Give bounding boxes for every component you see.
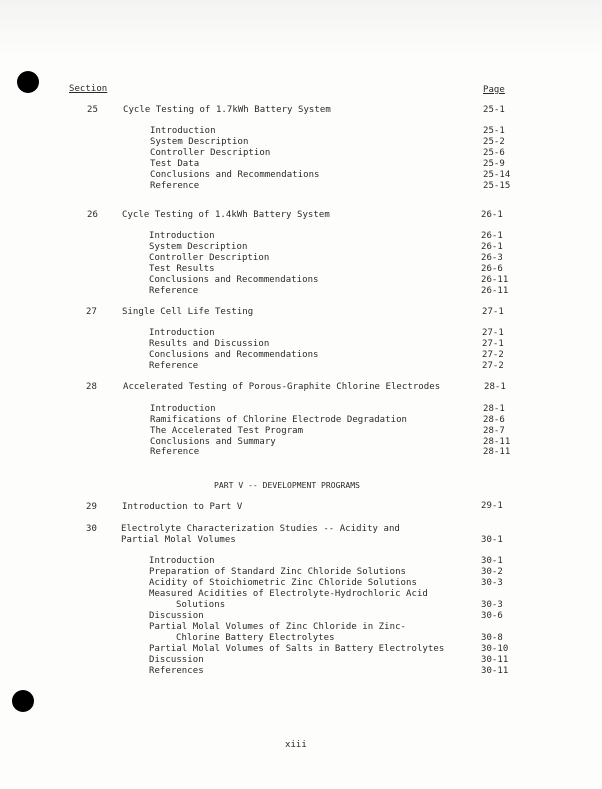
toc-page: 26-11 xyxy=(481,286,509,296)
toc-page: 26-11 xyxy=(481,275,509,285)
section-number: 28 xyxy=(86,382,97,392)
toc-entry: Introduction xyxy=(149,231,215,241)
toc-entry: Partial Molal Volumes of Salts in Battery Electrolytes xyxy=(149,644,445,654)
section-page: 25-1 xyxy=(483,105,505,115)
page-number: xiii xyxy=(285,740,307,750)
toc-page: 30-11 xyxy=(481,666,509,676)
section-column-heading: Section xyxy=(69,84,108,94)
toc-page: 27-2 xyxy=(482,350,504,360)
toc-entry: Introduction xyxy=(150,126,216,136)
toc-entry: Reference xyxy=(149,286,199,296)
toc-page: 30-1 xyxy=(481,556,503,566)
toc-page: 25-14 xyxy=(483,170,511,180)
toc-entry: Introduction xyxy=(150,404,216,414)
section-page: 29-1 xyxy=(481,501,503,511)
toc-page: 30-11 xyxy=(481,655,509,665)
section-title: Introduction to Part V xyxy=(122,502,243,512)
toc-page: 26-6 xyxy=(481,264,503,274)
toc-entry-continued: Chlorine Battery Electrolytes xyxy=(176,633,335,643)
section-number: 29 xyxy=(86,502,97,512)
toc-entry: Conclusions and Summary xyxy=(150,437,276,447)
section-page: 28-1 xyxy=(484,382,506,392)
section-page: 26-1 xyxy=(481,210,503,220)
section-number: 25 xyxy=(87,105,98,115)
toc-page: 28-6 xyxy=(483,415,505,425)
toc-entry: References xyxy=(149,666,204,676)
toc-entry: System Description xyxy=(150,137,249,147)
toc-entry: Ramifications of Chlorine Electrode Degradation xyxy=(150,415,408,425)
toc-page: 25-6 xyxy=(483,148,505,158)
section-title-continued: Partial Molal Volumes xyxy=(121,535,236,545)
toc-entry: Test Results xyxy=(149,264,215,274)
toc-entry: Measured Acidities of Electrolyte-Hydrochloric Acid xyxy=(149,589,428,599)
scan-bleed-through xyxy=(0,0,602,60)
page-column-heading: Page xyxy=(483,85,505,95)
section-title: Cycle Testing of 1.7kWh Battery System xyxy=(123,105,331,115)
toc-entry: System Description xyxy=(149,242,248,252)
toc-entry: Discussion xyxy=(149,611,204,621)
toc-entry: Discussion xyxy=(149,655,204,665)
toc-entry: Conclusions and Recommendations xyxy=(149,350,319,360)
toc-entry: Conclusions and Recommendations xyxy=(149,275,319,285)
punch-hole-bottom xyxy=(12,690,34,712)
toc-page: 28-11 xyxy=(483,447,511,457)
toc-page: 26-1 xyxy=(481,231,503,241)
toc-entry: Conclusions and Recommendations xyxy=(150,170,320,180)
toc-page: 30-6 xyxy=(481,611,503,621)
toc-page: 25-1 xyxy=(483,126,505,136)
toc-page: 30-10 xyxy=(481,644,509,654)
toc-page: 25-2 xyxy=(483,137,505,147)
section-number: 30 xyxy=(86,524,97,534)
part-heading: PART V -- DEVELOPMENT PROGRAMS xyxy=(214,481,360,490)
toc-page: 26-1 xyxy=(481,242,503,252)
toc-entry: Reference xyxy=(150,447,200,457)
section-number: 26 xyxy=(87,210,98,220)
toc-entry: Introduction xyxy=(149,556,215,566)
section-number: 27 xyxy=(86,307,97,317)
toc-page: 25-15 xyxy=(483,181,511,191)
toc-entry: Controller Description xyxy=(149,253,270,263)
toc-page: 28-7 xyxy=(483,426,505,436)
toc-page: 27-2 xyxy=(482,361,504,371)
toc-entry: The Accelerated Test Program xyxy=(150,426,304,436)
toc-entry: Acidity of Stoichiometric Zinc Chloride Solutions xyxy=(149,578,417,588)
toc-entry: Reference xyxy=(149,361,199,371)
toc-entry-continued: Solutions xyxy=(176,600,226,610)
toc-entry: Controller Description xyxy=(150,148,271,158)
toc-page: 30-3 xyxy=(481,578,503,588)
toc-page: 26-3 xyxy=(481,253,503,263)
toc-entry: Partial Molal Volumes of Zinc Chloride in Zinc- xyxy=(149,622,407,632)
section-title: Single Cell Life Testing xyxy=(122,307,254,317)
punch-hole-top xyxy=(17,71,39,93)
toc-entry: Preparation of Standard Zinc Chloride Solutions xyxy=(149,567,407,577)
toc-page: 30-2 xyxy=(481,567,503,577)
toc-entry: Reference xyxy=(150,181,200,191)
toc-entry: Introduction xyxy=(149,328,215,338)
section-page: 27-1 xyxy=(482,307,504,317)
section-title: Accelerated Testing of Porous-Graphite Chlorine Electrodes xyxy=(123,382,441,392)
toc-entry: Results and Discussion xyxy=(149,339,270,349)
toc-page: 28-1 xyxy=(483,404,505,414)
toc-page: 25-9 xyxy=(483,159,505,169)
section-page: 30-1 xyxy=(481,535,503,545)
section-title: Cycle Testing of 1.4kWh Battery System xyxy=(122,210,330,220)
toc-page: 28-11 xyxy=(483,437,511,447)
toc-page: 30-8 xyxy=(481,633,503,643)
toc-page: 27-1 xyxy=(482,328,504,338)
section-title: Electrolyte Characterization Studies -- Acidity and xyxy=(121,524,400,534)
toc-entry: Test Data xyxy=(150,159,200,169)
toc-page: 27-1 xyxy=(482,339,504,349)
toc-page: 30-3 xyxy=(481,600,503,610)
